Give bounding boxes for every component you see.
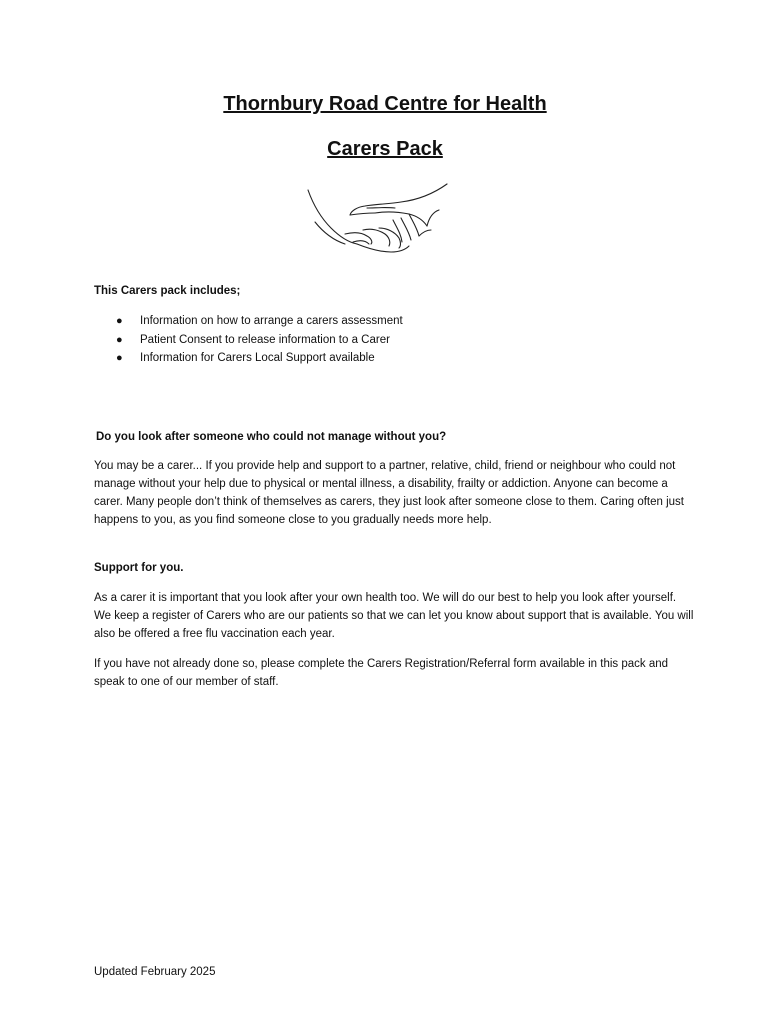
list-item-text: Patient Consent to release information to a Carer	[140, 333, 390, 346]
list-item	[94, 312, 403, 331]
bullet-icon: ●	[116, 315, 123, 327]
support-heading: Support for you.	[94, 562, 184, 574]
registration-paragraph: If you have not already done so, please complete the Carers Registration/Referral form available in this pack and speak to one of our member of staff.	[94, 658, 669, 688]
holding-hands-icon	[305, 182, 450, 262]
includes-heading: This Carers pack includes;	[94, 285, 241, 297]
list-item-text: Information on how to arrange a carers assessment	[140, 315, 403, 327]
list-item	[94, 331, 403, 350]
page-subtitle: Carers Pack	[327, 138, 443, 160]
list-item	[94, 349, 403, 368]
updated-date: Updated February 2025	[94, 966, 216, 978]
support-paragraph: As a carer it is important that you look after your own health too. We will do our best to help you look after yourself. We keep a register of Carers who are our patients so that we can let you know about support that is available. You will also be offered a free flu vaccination each year.	[94, 592, 694, 640]
page-title: Thornbury Road Centre for Health	[223, 93, 547, 115]
list-item-text: Information for Carers Local Support available	[140, 352, 375, 364]
carer-definition-paragraph: You may be a carer... If you provide help and support to a partner, relative, child, friend or neighbour who could not manage without your help due to physical or mental illness, a disability, frailty or addiction. Anyone can become a carer. Many people don’t think of themselves as carers, they just look after someone close to them. Caring often just happens to you, as you find someone close to you gradually needs more help.	[94, 460, 684, 526]
bullet-icon: ●	[116, 352, 123, 364]
includes-list	[94, 312, 403, 368]
question-heading: Do you look after someone who could not manage without you?	[96, 431, 447, 443]
bullet-icon: ●	[116, 333, 123, 346]
